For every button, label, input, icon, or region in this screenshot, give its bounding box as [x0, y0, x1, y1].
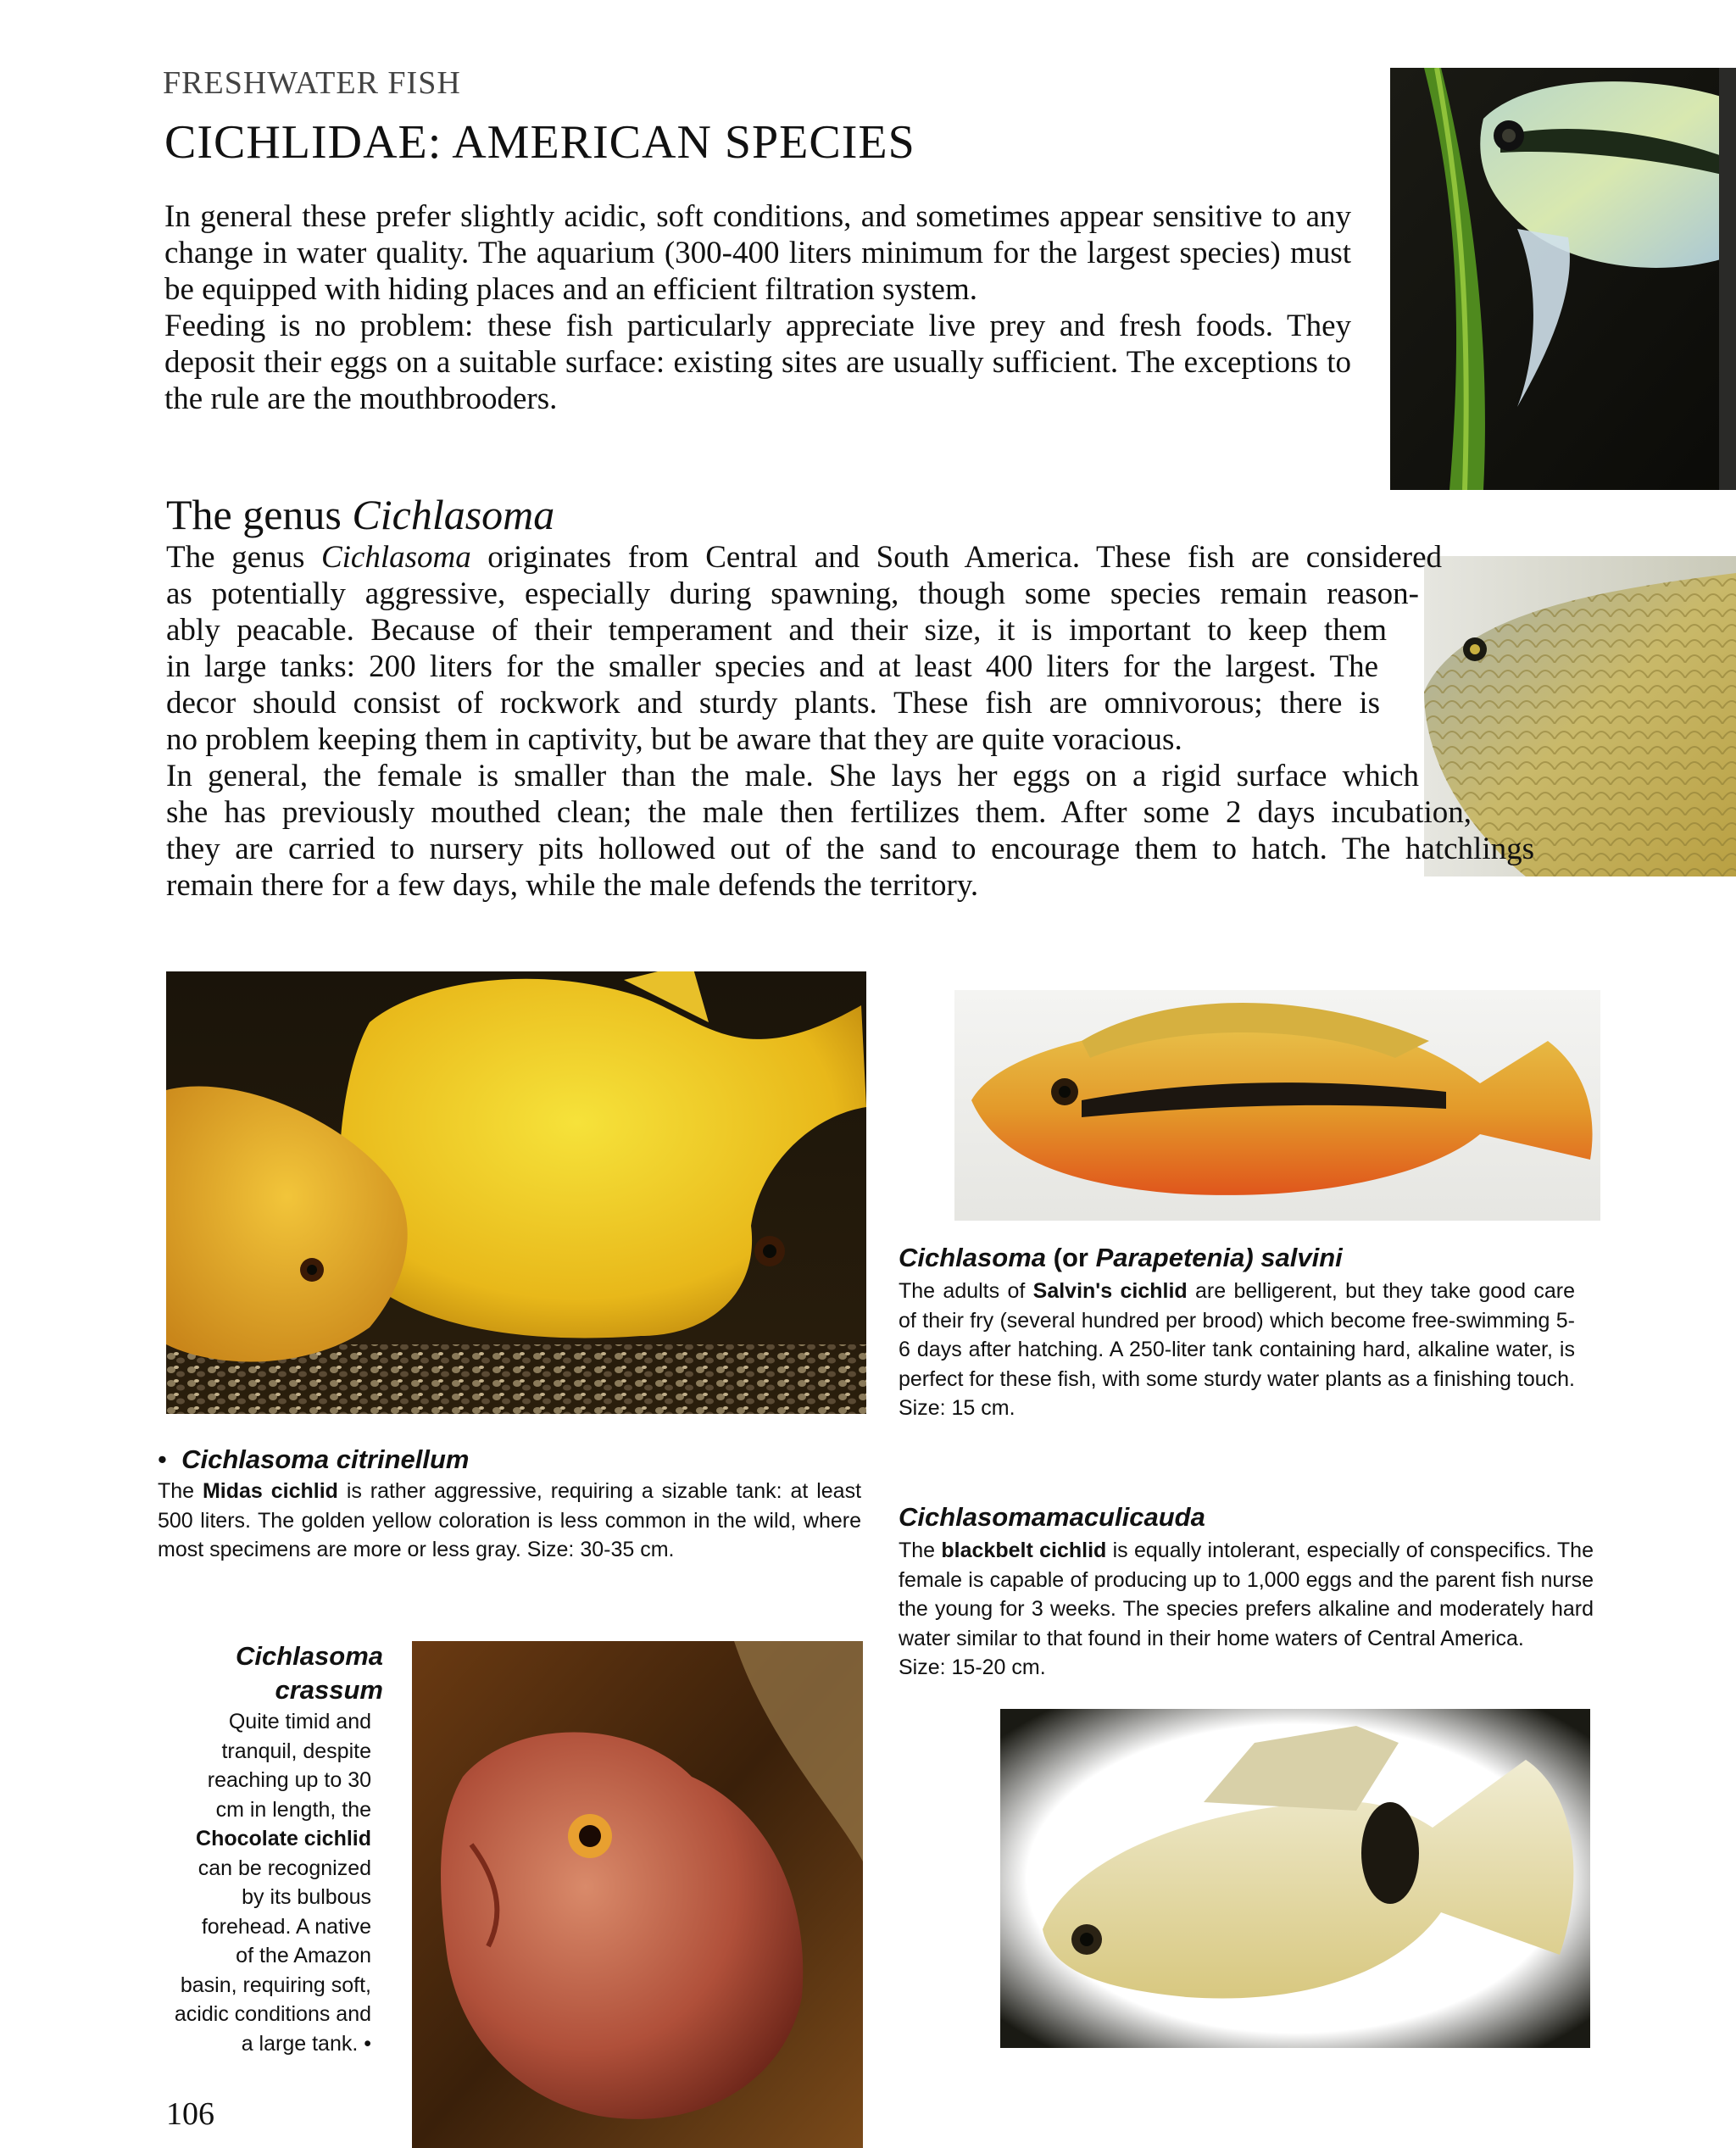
bullet: •	[158, 1444, 167, 1474]
caption-crassum-line: acidic conditions and	[174, 2002, 371, 2026]
caption-citrinellum-bold: Midas cichlid	[202, 1479, 338, 1503]
page-number: 106	[166, 2096, 214, 2132]
caption-salvini-title-3: Parapetenia) salvini	[1095, 1243, 1343, 1272]
caption-citrinellum-text	[158, 1477, 861, 1565]
caption-crassum-line: reaching up to 30	[207, 1768, 371, 1792]
caption-crassum-line: Chocolate cichlid	[196, 1827, 371, 1850]
intro-text-2: Feeding is no problem: these fish particularly appreciate live prey and fresh foods. They deposit their eggs on a suitable surface: existing sites are usually sufficient. The exceptions to the rule are the mouthbrooders.	[164, 309, 1351, 416]
caption-crassum-line: forehead. A native	[201, 1914, 371, 1939]
caption-crassum-title-2: crassum	[275, 1675, 383, 1705]
caption-citrinellum	[158, 1444, 861, 1565]
caption-salvini-title-1: Cichlasoma	[899, 1243, 1047, 1272]
section-label: FRESHWATER FISH	[163, 65, 461, 101]
genus-line-10: remain there for a few days, while the male defends the territory.	[166, 868, 979, 903]
genus-line-1-pre: The genus	[166, 540, 321, 575]
caption-crassum-title-1: Cichlasoma	[235, 1641, 383, 1671]
caption-maculicauda	[899, 1502, 1594, 1683]
caption-crassum-line: Quite timid and	[228, 1710, 371, 1733]
photo-midas-cichlid	[166, 971, 866, 1414]
caption-maculicauda-bold: blackbelt cichlid	[941, 1539, 1107, 1562]
caption-salvini	[899, 1243, 1575, 1423]
caption-salvini-title-2: (or	[1046, 1243, 1096, 1272]
caption-citrinellum-title-row	[158, 1444, 861, 1475]
caption-citrinellum-title: Cichlasoma citrinellum	[181, 1444, 470, 1474]
intro-paragraph	[164, 198, 1351, 417]
genus-line-1-italic: Cichlasoma	[320, 540, 471, 575]
genus-line-7: In general, the female is smaller than the male. She lays her eggs on a rigid surface which	[166, 759, 1419, 793]
caption-citrinellum-post: is rather aggressive, requiring a sizable tank: at least 500 liters. The golden yellow coloration is less common in the wild, where most specimens are more or less gray. Size: 30-35 cm.	[158, 1479, 862, 1561]
genus-paragraph	[166, 539, 1539, 904]
genus-line-9: they are carried to nursery pits hollowed out of the sand to encourage them to hatch. The hatchlings	[166, 832, 1534, 866]
genus-line-2: as potentially aggressive, especially during spawning, though some species remain reason-	[166, 576, 1419, 611]
genus-line-5: decor should consist of rockwork and sturdy plants. These fish are omnivorous; there is	[166, 686, 1380, 721]
genus-line-6: no problem keeping them in captivity, but be aware that they are quite voracious.	[166, 722, 1182, 757]
caption-crassum	[127, 1639, 383, 2058]
photo-salvini-cichlid	[954, 990, 1600, 1221]
caption-maculicauda-post: is equally intolerant, especially of conspecifics. The female is capable of producing up to 1,000 eggs and the parent fish nurse the young for 3 weeks. The species prefers alkaline and moderately hard water similar to that found in their home waters of Central America.	[899, 1539, 1594, 1650]
page-title: CICHLIDAE: AMERICAN SPECIES	[164, 116, 915, 169]
caption-maculicauda-text	[899, 1536, 1594, 1653]
genus-line-1	[166, 539, 1442, 576]
caption-salvini-post: are belligerent, but they take good care of their fry (several hundred per brood) which become free-swimming 5-6 days after hatching. A 250-liter tank containing hard, alkaline water, is perfect for these fish, with some sturdy water plants as a finishing touch. Size: 15 cm.	[899, 1279, 1575, 1420]
caption-crassum-line: by its bulbous	[242, 1885, 371, 1909]
genus-heading	[166, 490, 554, 539]
genus-line-1-post: originates from Central and South America. These fish are considered	[470, 540, 1442, 575]
caption-salvini-bold: Salvin's cichlid	[1032, 1279, 1188, 1303]
caption-crassum-line: of the Amazon	[236, 1944, 371, 1967]
caption-salvini-text	[899, 1277, 1575, 1423]
caption-crassum-line: tranquil, despite	[221, 1739, 371, 1763]
photo-blackbelt-cichlid	[1000, 1709, 1590, 2048]
genus-heading-prefix: The genus	[166, 491, 353, 538]
intro-text-1: In general these prefer slightly acidic, soft conditions, and sometimes appear sensitive to any change in water quality. The aquarium (300-400 liters minimum for the largest species) must be equipped with hiding places and an efficient filtration system.	[164, 199, 1351, 307]
caption-salvini-pre: The adults of	[899, 1279, 1033, 1303]
genus-line-3: ably peacable. Because of their temperament and their size, it is important to keep them	[166, 613, 1387, 648]
caption-maculicauda-pre: The	[899, 1539, 942, 1562]
caption-crassum-line: basin, requiring soft,	[180, 1973, 371, 1997]
caption-crassum-line: cm in length, the	[215, 1797, 371, 1822]
caption-maculicauda-size: Size: 15-20 cm.	[899, 1656, 1046, 1679]
caption-salvini-title	[899, 1243, 1575, 1273]
caption-maculicauda-title: Cichlasomamaculicauda	[899, 1502, 1205, 1532]
caption-crassum-line: a large tank. •	[241, 2031, 371, 2056]
photo-blue-cichlid	[1390, 68, 1736, 490]
genus-line-4: in large tanks: 200 liters for the smaller species and at least 400 liters for the largest. The	[166, 649, 1378, 684]
caption-crassum-lines	[127, 1707, 383, 2058]
photo-chocolate-cichlid	[412, 1641, 863, 2148]
caption-crassum-line: can be recognized	[198, 1856, 371, 1880]
genus-heading-italic: Cichlasoma	[352, 491, 555, 538]
caption-citrinellum-pre: The	[158, 1479, 203, 1503]
genus-line-8: she has previously mouthed clean; the male then fertilizes them. After some 2 days incubation,	[166, 795, 1472, 830]
